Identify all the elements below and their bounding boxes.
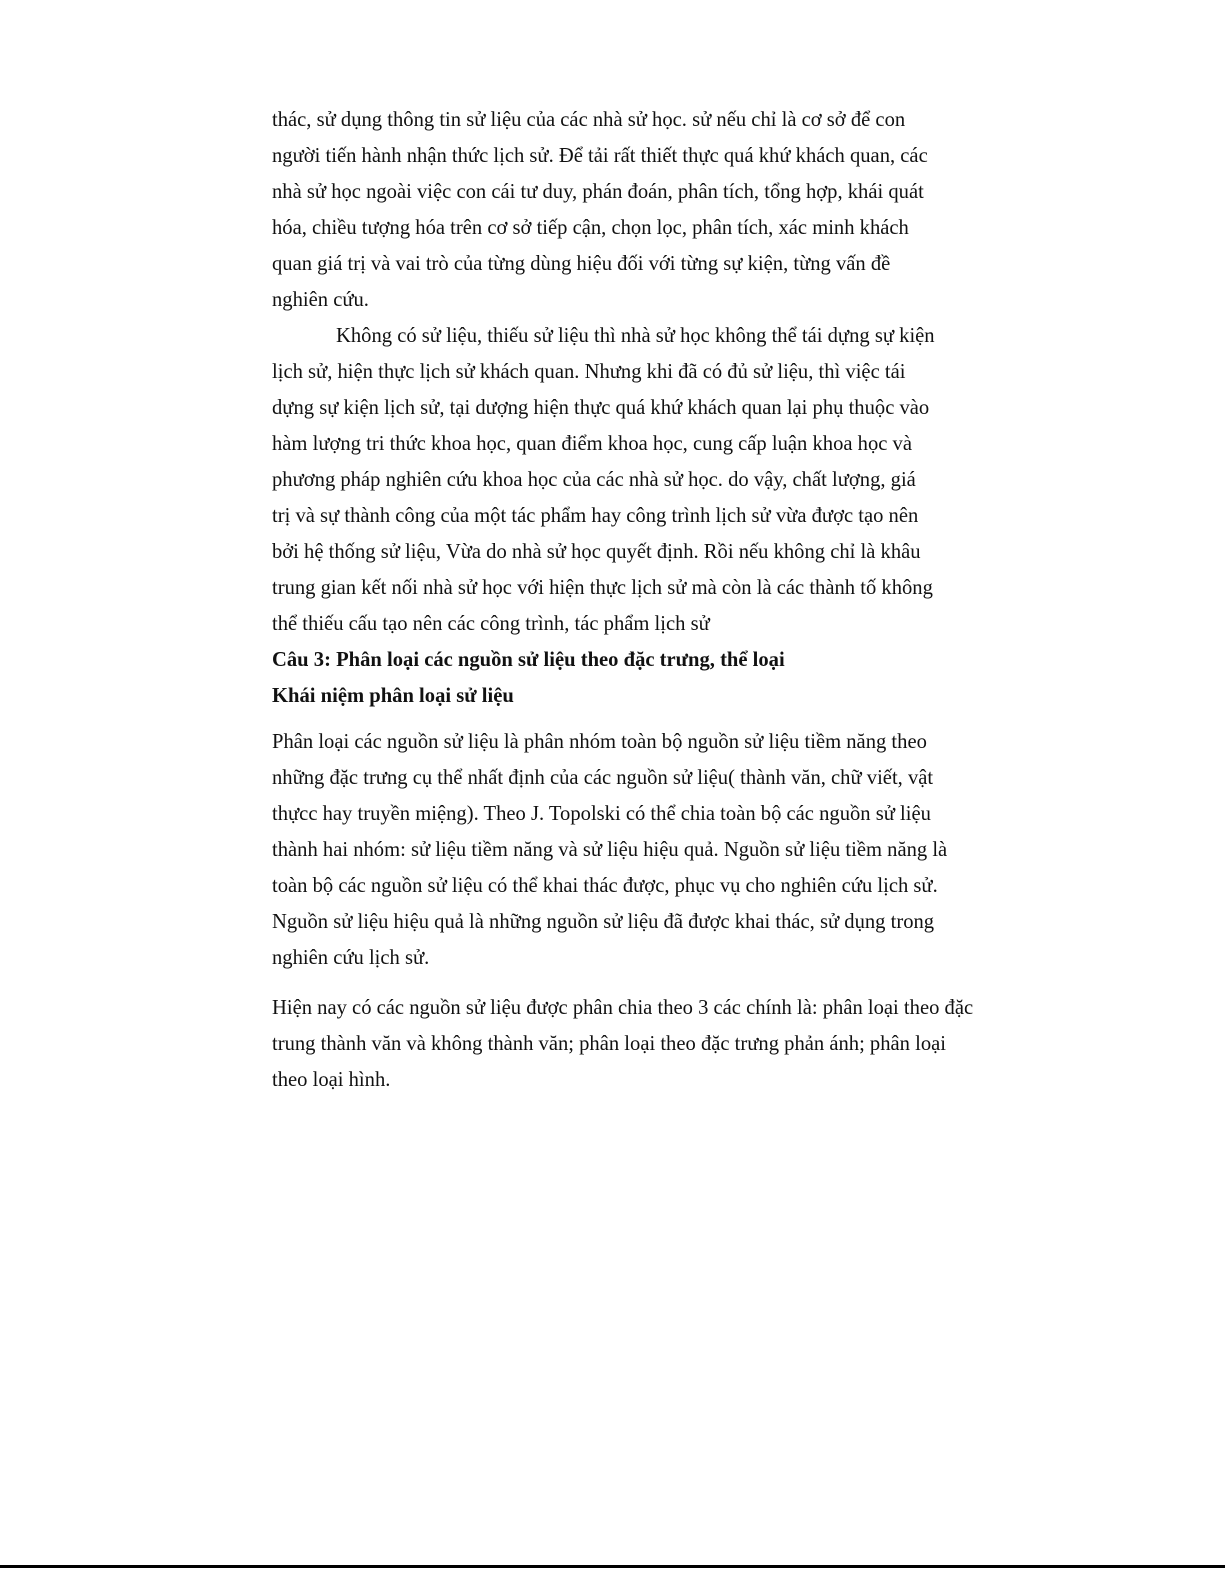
paragraph-3 xyxy=(272,724,992,976)
text-line: nhà sử học ngoài việc con cái tư duy, phán đoán, phân tích, tổng hợp, khái quát xyxy=(272,181,924,203)
spacer xyxy=(272,714,992,724)
section-heading: Câu 3: Phân loại các nguồn sử liệu theo đặc trưng, thể loại xyxy=(272,649,785,671)
text-line: thành hai nhóm: sử liệu tiềm năng và sử liệu hiệu quả. Nguồn sử liệu tiềm năng là xyxy=(272,839,948,861)
paragraph-1 xyxy=(272,102,992,318)
text-line: phương pháp nghiên cứu khoa học của các nhà sử học. do vậy, chất lượng, giá xyxy=(272,469,916,491)
text-line: theo loại hình. xyxy=(272,1069,391,1091)
subsection-heading: Khái niệm phân loại sử liệu xyxy=(272,685,514,707)
text-line: trung thành văn và không thành văn; phân loại theo đặc trưng phản ánh; phân loại xyxy=(272,1033,946,1055)
text-line: thác, sử dụng thông tin sử liệu của các nhà sử học. sử nếu chỉ là cơ sở để con xyxy=(272,109,906,131)
paragraph-4 xyxy=(272,990,992,1098)
text-line: lịch sử, hiện thực lịch sử khách quan. Nhưng khi đã có đủ sử liệu, thì việc tái xyxy=(272,361,906,383)
paragraph-2 xyxy=(272,318,992,642)
text-line: Không có sử liệu, thiếu sử liệu thì nhà sử học không thể tái dựng sự kiện xyxy=(336,325,935,347)
text-line: thựcc hay truyền miệng). Theo J. Topolski có thể chia toàn bộ các nguồn sử liệu xyxy=(272,803,931,825)
text-line: trung gian kết nối nhà sử học với hiện thực lịch sử mà còn là các thành tố không xyxy=(272,577,933,599)
text-line: quan giá trị và vai trò của từng dùng hiệu đối với từng sự kiện, từng vấn đề xyxy=(272,253,891,275)
text-line: toàn bộ các nguồn sử liệu có thể khai thác được, phục vụ cho nghiên cứu lịch sử. xyxy=(272,875,938,897)
text-line: hàm lượng tri thức khoa học, quan điểm khoa học, cung cấp luận khoa học và xyxy=(272,433,912,455)
text-line: Nguồn sử liệu hiệu quả là những nguồn sử liệu đã được khai thác, sử dụng trong xyxy=(272,911,935,933)
spacer xyxy=(272,976,992,990)
page-bottom-border xyxy=(0,1565,1225,1568)
text-line: người tiến hành nhận thức lịch sử. Để tải rất thiết thực quá khứ khách quan, các xyxy=(272,145,928,167)
text-line: hóa, chiều tượng hóa trên cơ sở tiếp cận, chọn lọc, phân tích, xác minh khách xyxy=(272,217,909,239)
text-line: trị và sự thành công của một tác phẩm hay công trình lịch sử vừa được tạo nên xyxy=(272,505,919,527)
text-line: thể thiếu cấu tạo nên các công trình, tác phẩm lịch sử xyxy=(272,613,710,635)
text-line: Phân loại các nguồn sử liệu là phân nhóm toàn bộ nguồn sử liệu tiềm năng theo xyxy=(272,731,927,753)
text-line: nghiên cứu. xyxy=(272,289,369,311)
text-line: Hiện nay có các nguồn sử liệu được phân chia theo 3 các chính là: phân loại theo đặc xyxy=(272,997,974,1019)
text-line: dựng sự kiện lịch sử, tại dượng hiện thực quá khứ khách quan lại phụ thuộc vào xyxy=(272,397,930,419)
text-line: nghiên cứu lịch sử. xyxy=(272,947,430,969)
text-line: bởi hệ thống sử liệu, Vừa do nhà sử học quyết định. Rồi nếu không chỉ là khâu xyxy=(272,541,921,563)
document-body xyxy=(272,102,992,1098)
text-line: những đặc trưng cụ thể nhất định của các nguồn sử liệu( thành văn, chữ viết, vật xyxy=(272,767,934,789)
